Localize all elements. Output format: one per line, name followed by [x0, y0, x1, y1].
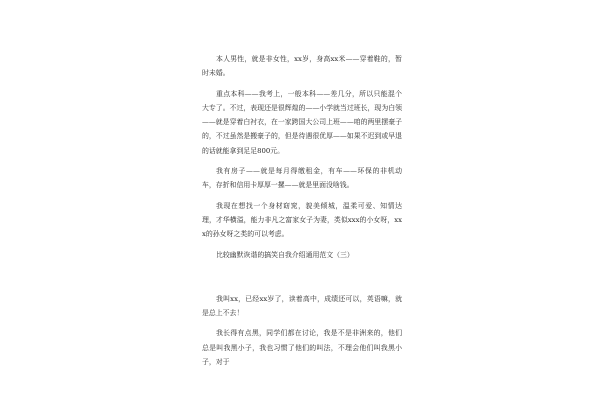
- paragraph-appearance: 我长得有点黑，同学们都在讨论，我是不是非洲来的，他们总是叫我黑小子，我也习惯了他们的叫法，不理会他们叫我黑小子，对于: [202, 329, 402, 367]
- section-title: 比较幽默诙谐的搞笑自我介绍通用范文（三）: [216, 250, 354, 259]
- document-body: [202, 52, 402, 375]
- paragraph-partner-wish: 我现在想找一个身材窈窕，貌美倾城，温柔可爱、知情达理，才华横溢，能力非凡之富家女子为妻，类似xxx的小女呀，xxx的孙女呀之类的可以考虑。: [202, 201, 402, 239]
- paragraph-property: 我有房子——就是每月得缴租金，有车——环保的非机动车，存折和信用卡厚厚一摞——就是里面没啥钱。: [202, 167, 402, 190]
- paragraph-intro-name: 我叫xx，已经xx岁了，读着高中，成绩还可以，英语嘛，就是总上不去！: [202, 294, 402, 318]
- section-spacer: [202, 262, 402, 292]
- paragraph-education-work: 重点本科——我考上，一般本科——差几分，所以只能混个大专了。不过，表现还是很辉煌的——小学就当过班长，现为白领——就是穿着白衬衣，在一家跨国大公司上班——咱的两里摆豪子的，不过虽然是搬豪子的，但是待遇很优厚——如果不迟到或早退的话就能拿到足足800元。: [202, 89, 402, 155]
- paragraph-personal-info: 本人男性，就是非女性，xx岁，身高xx米——穿着鞋的，暂时未婚。: [202, 55, 402, 78]
